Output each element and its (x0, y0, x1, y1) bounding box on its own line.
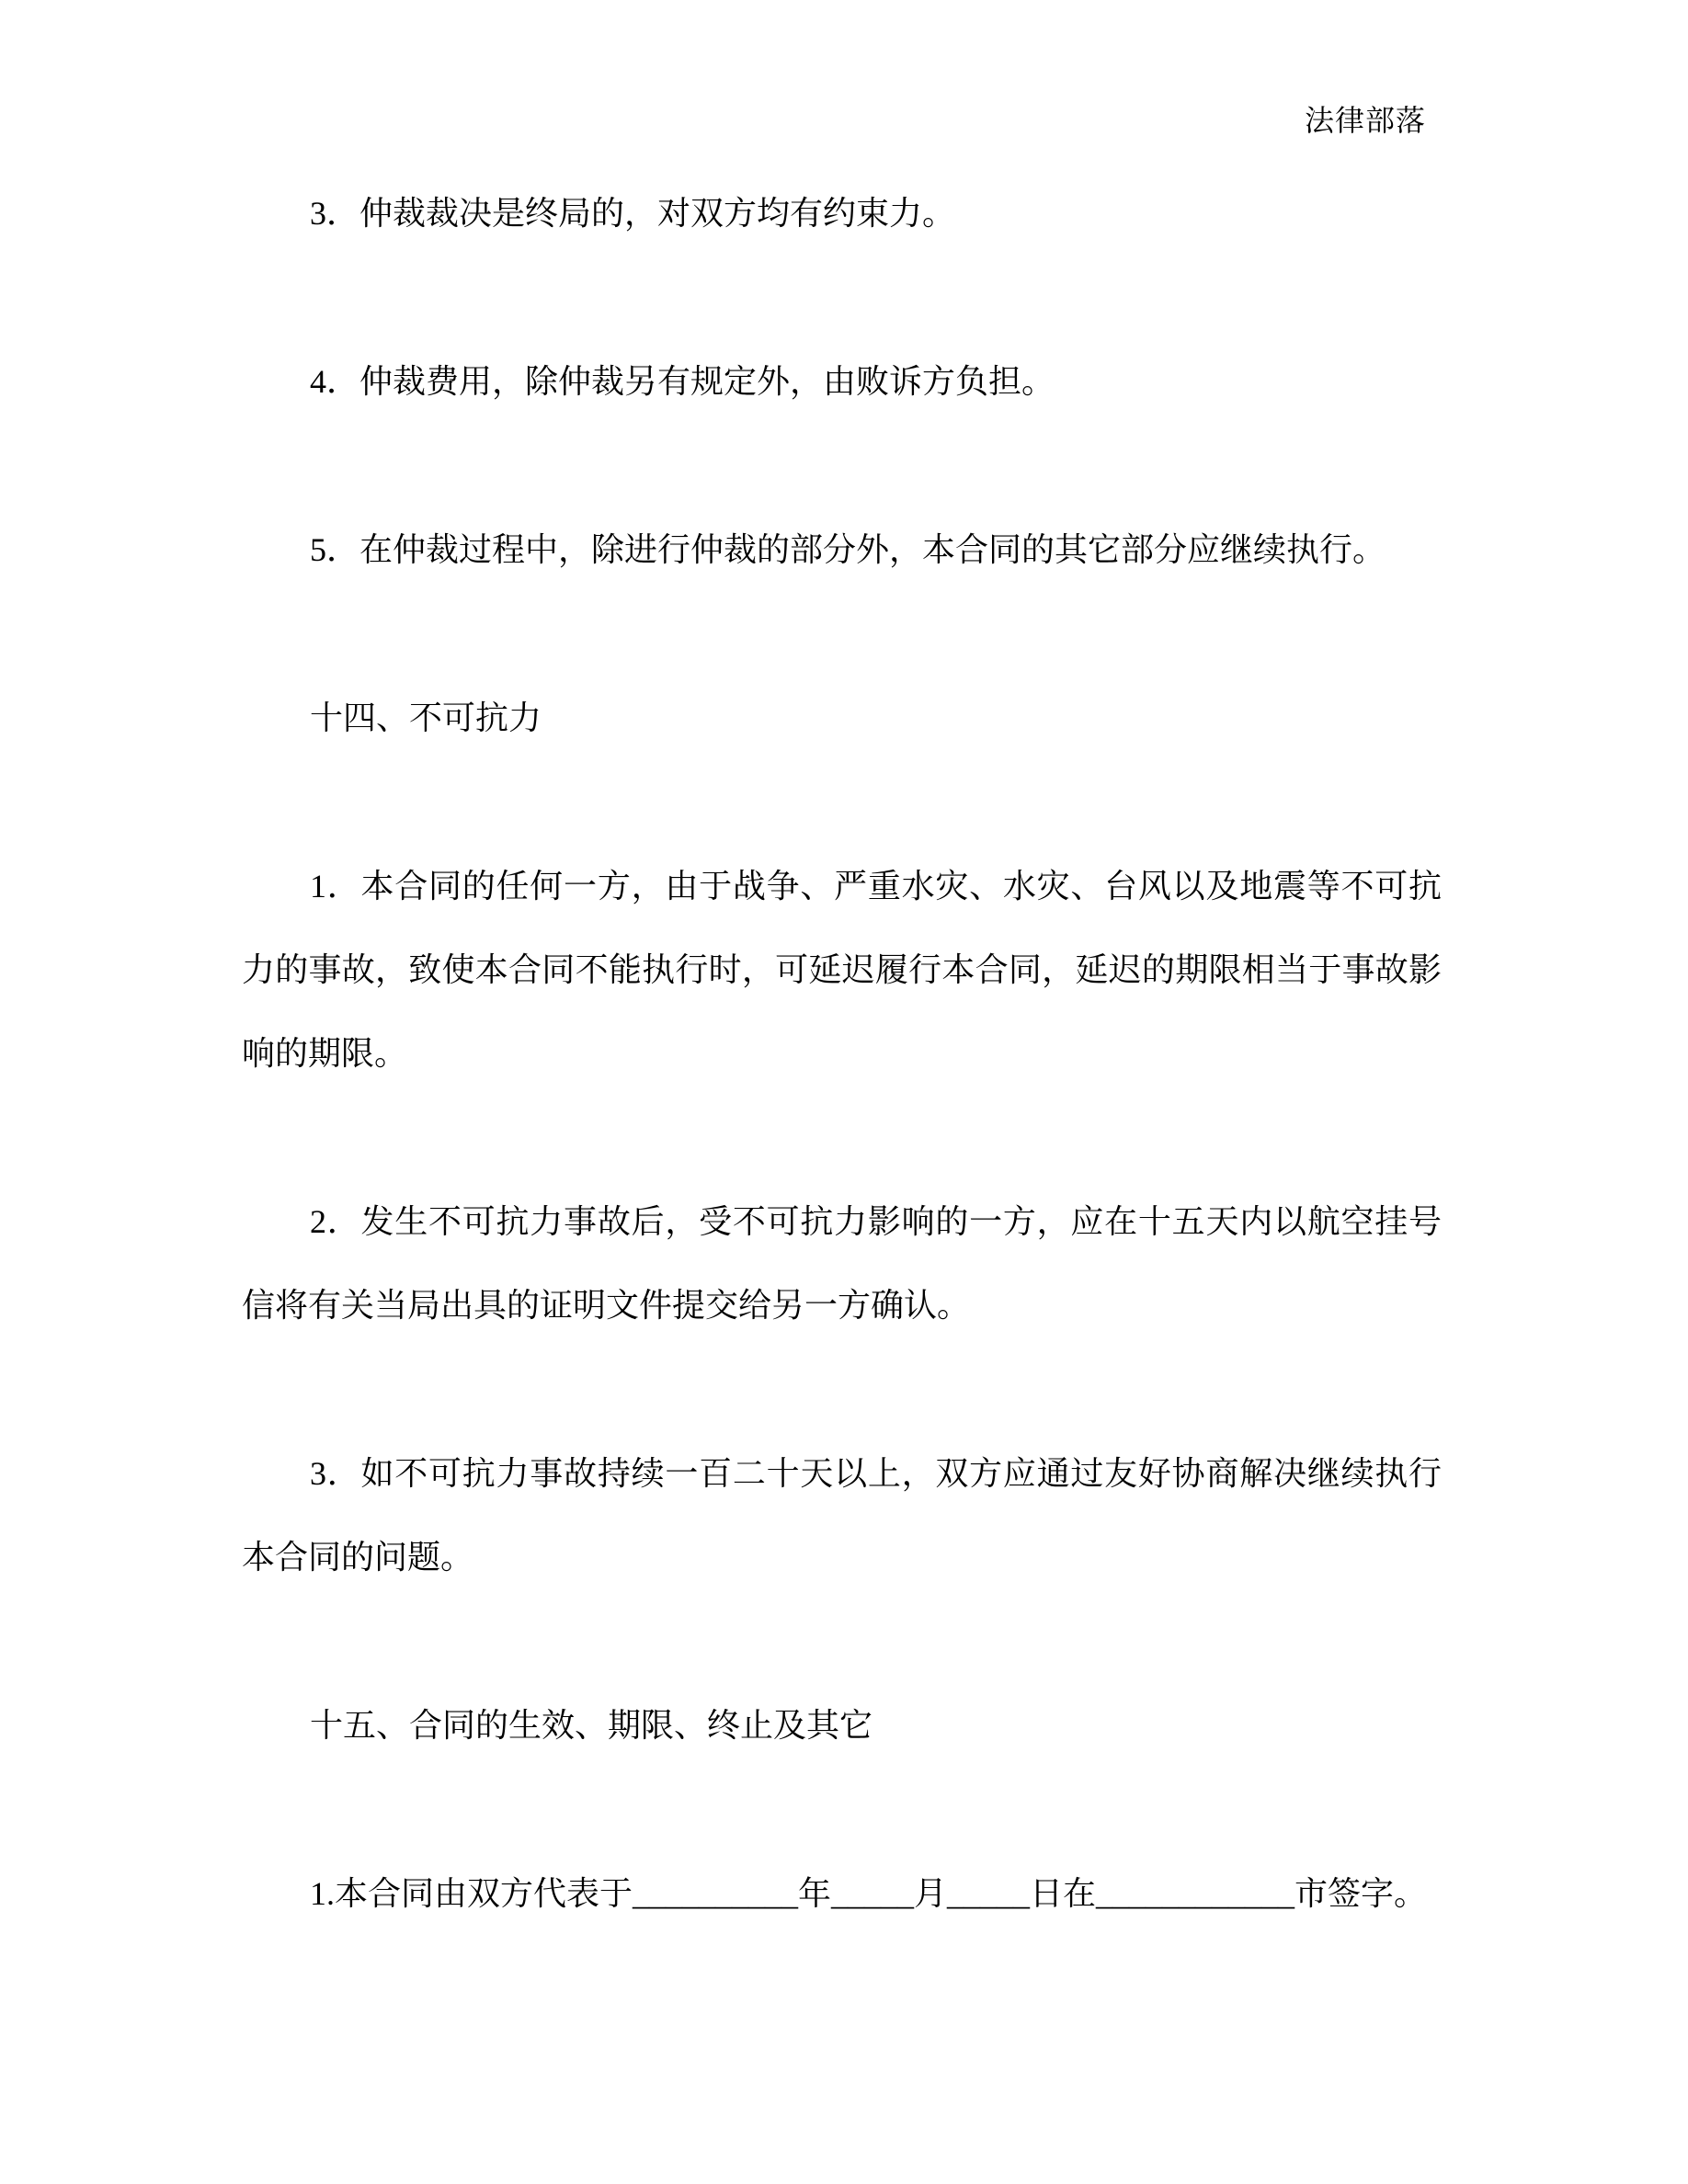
clause-signature-date-blank: 1.本合同由双方代表于__________年_____月_____日在____________市签字。 (310, 1875, 1428, 1912)
clause-force-majeure-2: 2．发生不可抗力事故后，受不可抗力影响的一方，应在十五天内以航空挂号信将有关当局出具的证明文件提交给另一方确认。 (242, 1203, 1442, 1324)
clause-force-majeure-3: 3．如不可抗力事故持续一百二十天以上，双方应通过友好协商解决继续执行本合同的问题。 (242, 1455, 1442, 1575)
clause-force-majeure-1: 1．本合同的任何一方，由于战争、严重水灾、水灾、台风以及地震等不可抗力的事故，致使本合同不能执行时，可延迟履行本合同，延迟的期限相当于事故影响的期限。 (242, 868, 1442, 1072)
document-body (242, 172, 1442, 1936)
clause-arbitration-4: 4．仲裁费用，除仲裁另有规定外，由败诉方负担。 (310, 363, 1055, 400)
clause-arbitration-3: 3．仲裁裁决是终局的，对双方均有约束力。 (310, 195, 956, 232)
section-heading-force-majeure: 十四、不可抗力 (310, 700, 542, 736)
section-heading-effectiveness: 十五、合同的生效、期限、终止及其它 (310, 1707, 873, 1744)
clause-arbitration-5: 5．在仲裁过程中，除进行仲裁的部分外，本合同的其它部分应继续执行。 (310, 531, 1386, 568)
watermark-label: 法律部落 (1305, 104, 1427, 137)
